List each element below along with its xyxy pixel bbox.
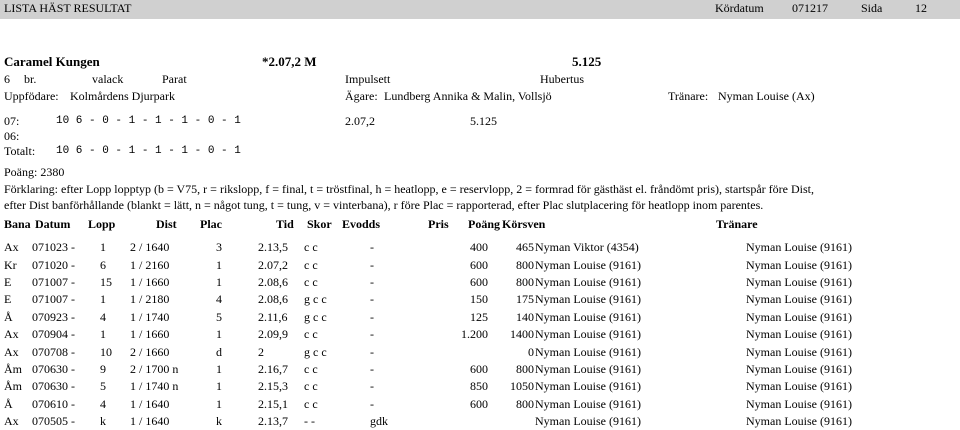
horse-record: *2.07,2 M (262, 54, 317, 69)
cell-poang: 800 (516, 396, 534, 411)
legend-line-2: efter Dist banförhållande (blankt = lätt, n = något tung, t = tung, v = vinterbana), r före Plac = rapporterad, efter Plac slutplacering för heatlopp inom parentes. (4, 198, 764, 212)
cell-poang: 1400 (510, 327, 534, 342)
cell-pris: 150 (470, 292, 488, 307)
cell-datum: 070610 - (32, 396, 75, 411)
cell-tranare: Nyman Louise (9161) (746, 379, 852, 394)
cell-datum: 071007 - (32, 292, 75, 307)
cell-dist: 1 / 1660 (130, 274, 170, 289)
cell-tid: 2.07,2 (258, 257, 288, 272)
cell-plac: 1 (216, 274, 222, 289)
cell-bana: Åm (4, 379, 22, 394)
results-rows (4, 239, 906, 430)
cell-tid: 2.08,6 (258, 292, 288, 307)
cell-poang: 0 (528, 344, 534, 359)
cell-korsven: Nyman Louise (9161) (535, 292, 641, 307)
horse-age: 6 (4, 72, 10, 86)
cell-datum: 070630 - (32, 361, 75, 376)
stats-year-values: 10 6 - 0 - 1 - 1 - 1 - 0 - 1 (56, 115, 241, 127)
cell-bana: Ax (4, 344, 19, 359)
cell-datum: 071020 - (32, 257, 75, 272)
table-row (4, 326, 906, 343)
cell-plac: 5 (216, 309, 222, 324)
cell-pris: 600 (470, 274, 488, 289)
cell-korsven: Nyman Louise (9161) (535, 257, 641, 272)
breeder-value: Kolmårdens Djurpark (70, 89, 175, 103)
cell-tranare: Nyman Louise (9161) (746, 309, 852, 324)
cell-evodds: - (370, 396, 374, 411)
horse-name: Caramel Kungen (4, 54, 100, 69)
cell-korsven: Nyman Louise (9161) (535, 396, 641, 411)
cell-lopp: 10 (100, 344, 112, 359)
cell-korsven: Nyman Louise (9161) (535, 379, 641, 394)
cell-tid: 2.13,5 (258, 240, 288, 255)
col-header-lopp: Lopp (88, 217, 116, 231)
legend-line-1: Förklaring: efter Lopp lopptyp (b = V75, r = rikslopp, f = final, t = tröstfinal, h = heatlopp, e = reservlopp, 2 = formrad för gästhäst el. fråndömt pris), startspår före Dist, (4, 182, 814, 196)
table-row (4, 239, 906, 256)
cell-dist: 1 / 1740 (130, 309, 170, 324)
cell-pris: 600 (470, 257, 488, 272)
cell-korsven: Nyman Louise (9161) (535, 414, 641, 429)
cell-tranare: Nyman Louise (9161) (746, 361, 852, 376)
cell-tid: 2.13,7 (258, 414, 288, 429)
cell-pris: 600 (470, 361, 488, 376)
cell-dist: 1 / 1640 (130, 396, 170, 411)
cell-bana: Å (4, 396, 13, 411)
cell-datum: 071023 - (32, 240, 75, 255)
cell-tid: 2 (258, 344, 264, 359)
cell-tid: 2.08,6 (258, 274, 288, 289)
cell-korsven: Nyman Louise (9161) (535, 361, 641, 376)
owner-label: Ägare: (345, 89, 378, 103)
cell-pris: 400 (470, 240, 488, 255)
cell-evodds: - (370, 327, 374, 342)
cell-skor: c c (304, 361, 318, 376)
cell-tid: 2.15,1 (258, 396, 288, 411)
cell-tid: 2.16,7 (258, 361, 288, 376)
page-number: 12 (915, 1, 927, 15)
cell-evodds: - (370, 344, 374, 359)
horse-dam: Hubertus (540, 72, 584, 86)
cell-evodds: - (370, 361, 374, 376)
cell-tranare: Nyman Louise (9161) (746, 396, 852, 411)
cell-plac: d (216, 344, 222, 359)
cell-lopp: 15 (100, 274, 112, 289)
cell-tid: 2.11,6 (258, 309, 288, 324)
cell-lopp: 1 (100, 292, 106, 307)
cell-poang (488, 413, 534, 430)
cell-poang: 800 (516, 361, 534, 376)
cell-dist: 1 / 2160 (130, 257, 170, 272)
parat-label: Parat (162, 72, 187, 86)
stats-year-earnings: 5.125 (470, 114, 497, 128)
cell-datum: 071007 - (32, 274, 75, 289)
date-label: Kördatum (715, 1, 764, 15)
cell-bana: Ax (4, 414, 19, 429)
stats-total-values: 10 6 - 0 - 1 - 1 - 1 - 0 - 1 (56, 145, 241, 157)
cell-pris: 125 (470, 309, 488, 324)
cell-lopp: 4 (100, 396, 106, 411)
cell-plac: k (216, 414, 222, 429)
cell-tranare: Nyman Louise (9161) (746, 292, 852, 307)
col-header-poang: Poäng (468, 217, 501, 231)
col-header-tranare: Tränare (716, 217, 758, 231)
cell-bana: E (4, 292, 12, 307)
cell-lopp: 1 (100, 240, 106, 255)
cell-plac: 1 (216, 361, 222, 376)
cell-lopp: 1 (100, 327, 106, 342)
cell-dist: 1 / 1640 (130, 414, 170, 429)
col-header-bana: Bana (4, 217, 31, 231)
cell-korsven: Nyman Louise (9161) (535, 309, 641, 324)
cell-datum: 070708 - (32, 344, 75, 359)
cell-plac: 1 (216, 396, 222, 411)
cell-skor: - - (304, 414, 315, 429)
cell-plac: 1 (216, 257, 222, 272)
table-row (4, 291, 906, 308)
cell-tid: 2.09,9 (258, 327, 288, 342)
cell-skor: g c c (304, 309, 327, 324)
cell-dist: 1 / 1660 (130, 327, 170, 342)
col-header-tid: Tid (276, 217, 294, 231)
horse-age-unit: br. (24, 72, 37, 86)
cell-evodds: - (370, 292, 374, 307)
horse-gender: valack (92, 72, 124, 86)
table-row (4, 256, 906, 273)
cell-dist: 1 / 1740 n (130, 379, 179, 394)
cell-bana: Ax (4, 327, 19, 342)
cell-pris (404, 413, 488, 430)
stats-prev-year-label: 06: (4, 129, 20, 143)
cell-bana: Kr (4, 257, 17, 272)
stats-year-label: 07: (4, 114, 20, 128)
cell-bana: Å (4, 309, 13, 324)
cell-plac: 4 (216, 292, 222, 307)
cell-poang: 465 (516, 240, 534, 255)
cell-bana: E (4, 274, 12, 289)
cell-datum: 070505 - (32, 414, 75, 429)
table-row (4, 343, 906, 360)
cell-poang: 175 (516, 292, 534, 307)
cell-plac: 3 (216, 240, 222, 255)
cell-lopp: k (100, 414, 106, 429)
cell-pris: 600 (470, 396, 488, 411)
cell-tranare: Nyman Louise (9161) (746, 414, 852, 429)
cell-pris: 850 (470, 379, 488, 394)
page-label: Sida (861, 1, 883, 15)
cell-tranare: Nyman Louise (9161) (746, 344, 852, 359)
cell-tranare: Nyman Louise (9161) (746, 240, 852, 255)
breeder-label: Uppfödare: (4, 89, 59, 103)
trainer-value: Nyman Louise (Ax) (718, 89, 815, 103)
cell-evodds: - (370, 274, 374, 289)
cell-plac: 1 (216, 379, 222, 394)
cell-tranare: Nyman Louise (9161) (746, 327, 852, 342)
col-header-datum: Datum (35, 217, 71, 231)
cell-bana: Åm (4, 361, 22, 376)
table-row (4, 274, 906, 291)
cell-evodds: gdk (370, 414, 388, 429)
stats-total-label: Totalt: (4, 144, 36, 158)
cell-pris: 1.200 (461, 327, 488, 342)
col-header-pris: Pris (428, 217, 449, 231)
cell-poang: 140 (516, 309, 534, 324)
cell-dist: 2 / 1640 (130, 240, 170, 255)
owner-value: Lundberg Annika & Malin, Vollsjö (384, 89, 552, 103)
results-table (4, 239, 906, 430)
cell-evodds: - (370, 257, 374, 272)
cell-skor: c c (304, 327, 318, 342)
table-row (4, 378, 906, 395)
cell-skor: c c (304, 396, 318, 411)
cell-tranare: Nyman Louise (9161) (746, 274, 852, 289)
cell-korsven: Nyman Viktor (4354) (535, 240, 639, 255)
cell-poang: 800 (516, 274, 534, 289)
col-header-plac: Plac (200, 217, 222, 231)
table-row (4, 309, 906, 326)
cell-lopp: 4 (100, 309, 106, 324)
cell-dist: 2 / 1660 (130, 344, 170, 359)
cell-skor: g c c (304, 344, 327, 359)
col-header-dist: Dist (156, 217, 177, 231)
cell-evodds: - (370, 309, 374, 324)
date-value: 071217 (792, 1, 828, 15)
cell-datum: 070923 - (32, 309, 75, 324)
cell-korsven: Nyman Louise (9161) (535, 344, 641, 359)
col-header-evodds: Evodds (342, 217, 381, 231)
cell-poang: 800 (516, 257, 534, 272)
cell-skor: c c (304, 379, 318, 394)
cell-skor: c c (304, 257, 318, 272)
horse-earnings: 5.125 (572, 54, 602, 69)
cell-lopp: 9 (100, 361, 106, 376)
cell-korsven: Nyman Louise (9161) (535, 327, 641, 342)
cell-lopp: 6 (100, 257, 106, 272)
cell-tid: 2.15,3 (258, 379, 288, 394)
cell-lopp: 5 (100, 379, 106, 394)
cell-dist: 2 / 1700 n (130, 361, 179, 376)
table-row (4, 361, 906, 378)
cell-skor: g c c (304, 292, 327, 307)
report-title: LISTA HÄST RESULTAT (4, 1, 132, 15)
cell-plac: 1 (216, 327, 222, 342)
cell-datum: 070630 - (32, 379, 75, 394)
cell-skor: c c (304, 240, 318, 255)
points: Poäng: 2380 (4, 165, 65, 179)
cell-bana: Ax (4, 240, 19, 255)
cell-evodds: - (370, 240, 374, 255)
col-header-korsven: Körsven (502, 217, 546, 231)
cell-korsven: Nyman Louise (9161) (535, 274, 641, 289)
cell-pris (404, 343, 488, 360)
cell-evodds: - (370, 379, 374, 394)
cell-skor: c c (304, 274, 318, 289)
col-header-skor: Skor (307, 217, 332, 231)
horse-sire: Impulsett (345, 72, 391, 86)
cell-poang: 1050 (510, 379, 534, 394)
table-row (4, 413, 906, 430)
cell-datum: 070904 - (32, 327, 75, 342)
cell-dist: 1 / 2180 (130, 292, 170, 307)
table-row (4, 396, 906, 413)
cell-tranare: Nyman Louise (9161) (746, 257, 852, 272)
trainer-label: Tränare: (668, 89, 709, 103)
stats-year-record: 2.07,2 (345, 114, 375, 128)
